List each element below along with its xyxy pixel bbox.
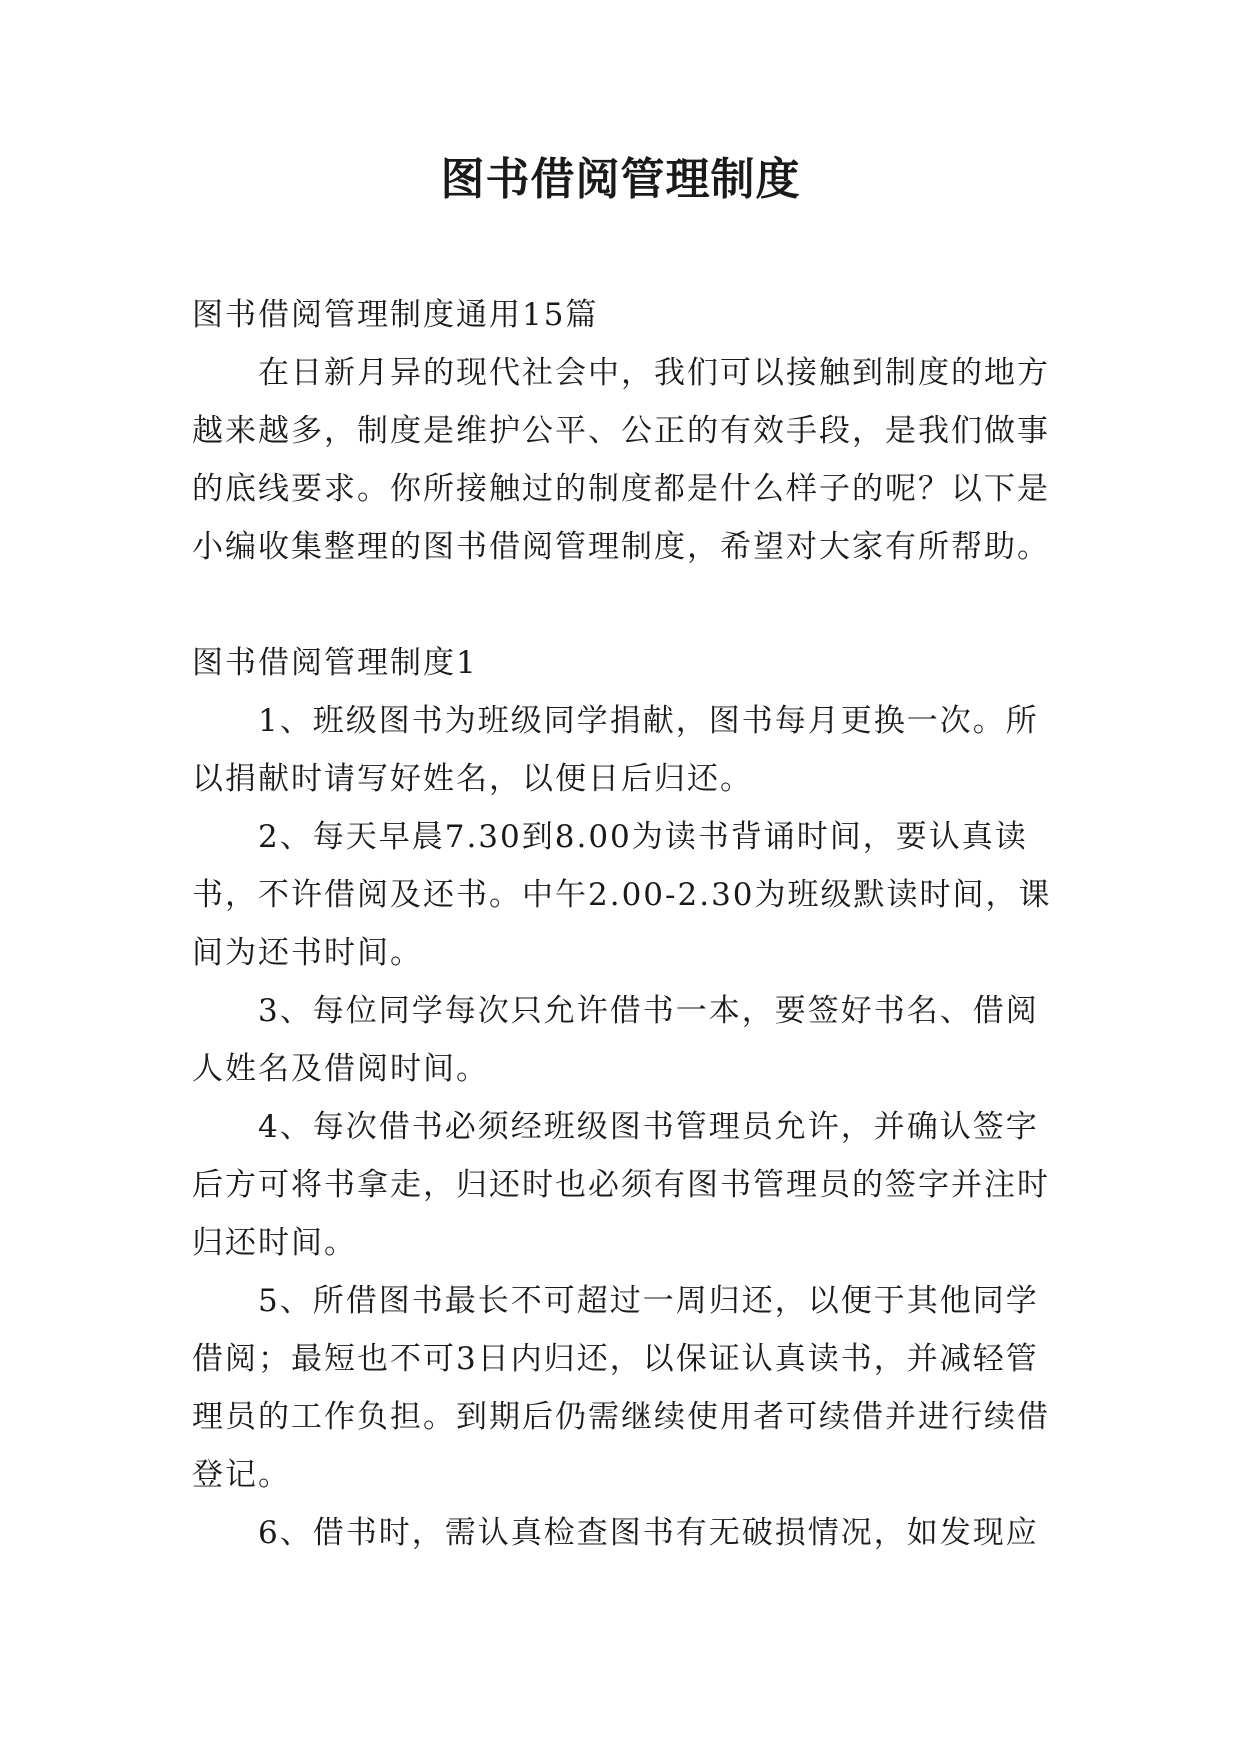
rule-item-6: 6、借书时，需认真检查图书有无破损情况，如发现应	[258, 1515, 1039, 1551]
intro-paragraph: 在日新月异的现代社会中，我们可以接触到制度的地方越来越多，制度是维护公平、公正的有效手段，是我们做事的底线要求。你所接触过的制度都是什么样子的呢？以下是小编收集整理的图书借阅管理制度，希望对大家有所帮助。	[192, 355, 1050, 565]
rule-item-1: 1、班级图书为班级同学捐献，图书每月更换一次。所以捐献时请写好姓名，以便日后归还。	[192, 703, 1039, 797]
section-heading: 图书借阅管理制度1	[192, 645, 478, 681]
page-title: 图书借阅管理制度	[440, 154, 801, 205]
rule-item-2: 2、每天早晨7.30到8.00为读书背诵时间，要认真读书，不许借阅及还书。中午2.00-2.30为班级默读时间，课间为还书时间。	[192, 819, 1052, 971]
rule-item-4: 4、每次借书必须经班级图书管理员允许，并确认签字后方可将书拿走，归还时也必须有图书管理员的签字并注时归还时间。	[192, 1109, 1050, 1261]
document-subtitle: 图书借阅管理制度通用15篇	[192, 297, 599, 333]
rule-item-5: 5、所借图书最长不可超过一周归还，以便于其他同学借阅；最短也不可3日内归还，以保证认真读书，并减轻管理员的工作负担。到期后仍需继续使用者可续借并进行续借登记。	[192, 1283, 1050, 1493]
rule-item-3: 3、每位同学每次只允许借书一本，要签好书名、借阅人姓名及借阅时间。	[192, 993, 1039, 1087]
document-body	[192, 286, 1060, 1562]
